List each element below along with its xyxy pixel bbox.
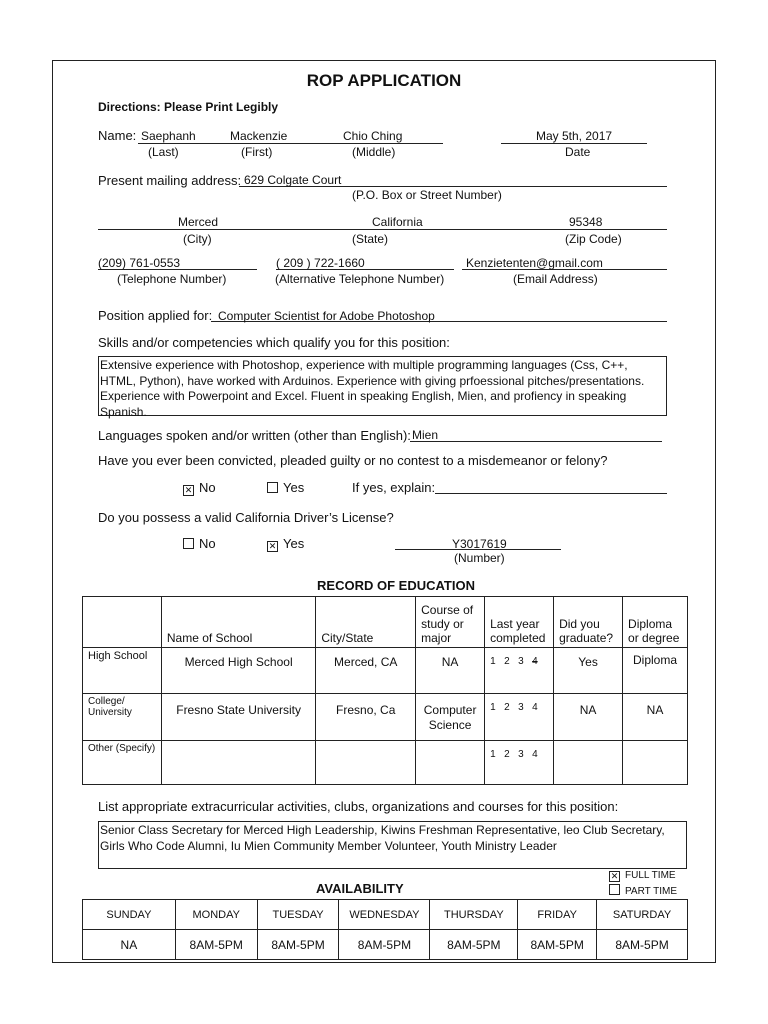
school-cell[interactable]: Merced High School [161, 648, 315, 694]
availability-table [82, 899, 688, 960]
languages-line [410, 441, 662, 442]
city-value[interactable]: Merced [178, 215, 219, 229]
full-time-checkbox[interactable]: ✕ [610, 871, 619, 881]
education-header-row [83, 597, 688, 648]
license-yes-label: Yes [283, 536, 305, 551]
conviction-question: Have you ever been convicted, pleaded guilty or no contest to a misdemeanor or felony? [98, 453, 608, 468]
middle-name-value[interactable]: Chio Ching [343, 129, 403, 143]
year-option[interactable]: 2 [504, 749, 510, 760]
header-degree: Diploma or degree [623, 597, 688, 648]
day-header: WEDNESDAY [339, 900, 430, 930]
skills-label: Skills and/or competencies which qualify you for this position: [98, 335, 450, 350]
explain-line[interactable] [435, 493, 667, 494]
year-cell[interactable] [485, 694, 554, 741]
hours-cell[interactable]: 8AM-5PM [430, 930, 518, 960]
first-label: (First) [241, 145, 273, 159]
education-title: RECORD OF EDUCATION [317, 578, 475, 593]
conviction-no-option[interactable] [183, 480, 216, 496]
position-label: Position applied for: [98, 308, 213, 323]
hours-cell[interactable]: 8AM-5PM [518, 930, 597, 960]
license-number-value[interactable]: Y3017619 [452, 537, 507, 551]
day-header: MONDAY [175, 900, 257, 930]
degree-cell[interactable]: Diploma [623, 648, 688, 694]
date-line [501, 143, 647, 144]
education-table [82, 596, 688, 785]
table-row [83, 694, 688, 741]
skills-text: Extensive experience with Photoshop, experience with multiple programming languages (Css, C++, HTML, Python), have worked with Arduinos. Experience with giving prfoessional pitches/presentations. Experience with Powerpoint and Excel. Fluent in speaking English, Mien, and profiency in speaking Spanish. [100, 358, 645, 419]
city-cell[interactable]: Fresno, Ca [316, 694, 416, 741]
state-label: (State) [352, 232, 389, 246]
languages-label: Languages spoken and/or written (other than English): [98, 428, 411, 443]
hours-cell[interactable]: NA [83, 930, 176, 960]
degree-cell[interactable] [623, 741, 688, 785]
street-label: (P.O. Box or Street Number) [352, 188, 502, 202]
form-title: ROP APPLICATION [306, 71, 462, 90]
header-last-year: Last year completed [485, 597, 554, 648]
address-label: Present mailing address: [98, 173, 242, 188]
day-header: TUESDAY [257, 900, 339, 930]
year-option[interactable]: 4 [532, 749, 538, 760]
license-yes-option[interactable] [267, 536, 304, 552]
major-cell[interactable]: NA [416, 648, 485, 694]
header-major: Course of study or major [416, 597, 485, 648]
conviction-yes-option[interactable] [267, 480, 304, 495]
conviction-no-label: No [199, 480, 216, 495]
year-option[interactable]: 2 [504, 702, 510, 713]
row-type: College/ University [83, 694, 162, 741]
city-cell[interactable] [316, 741, 416, 785]
email-label: (Email Address) [513, 272, 598, 286]
school-cell[interactable] [161, 741, 315, 785]
city-state-zip-line [98, 229, 667, 230]
day-header: SUNDAY [83, 900, 176, 930]
school-cell[interactable]: Fresno State University [161, 694, 315, 741]
extracurricular-text: Senior Class Secretary for Merced High Leadership, Kiwins Freshman Representative, leo Club Secretary, Girls Who Code Alumni, Iu Mien Community Member Volunteer, Youth Ministry Leader [100, 823, 665, 853]
alt-phone-label: (Alternative Telephone Number) [275, 272, 445, 286]
part-time-checkbox[interactable] [609, 884, 620, 895]
directions: Directions: Please Print Legibly [98, 100, 279, 114]
header-school: Name of School [161, 597, 315, 648]
availability-title: AVAILABILITY [316, 881, 404, 896]
last-label: (Last) [148, 145, 179, 159]
extracurricular-label: List appropriate extracurricular activities, clubs, organizations and courses for this position: [98, 799, 619, 814]
name-label: Name: [98, 128, 137, 143]
state-value[interactable]: California [372, 215, 423, 229]
day-header: SATURDAY [597, 900, 688, 930]
phone-value[interactable]: (209) 761-0553 [98, 256, 181, 270]
part-time-label: PART TIME [625, 886, 678, 897]
languages-value[interactable]: Mien [412, 428, 439, 442]
row-type: Other (Specify) [83, 741, 162, 785]
day-header: THURSDAY [430, 900, 518, 930]
last-name-value[interactable]: Saephanh [141, 129, 196, 143]
hours-cell[interactable]: 8AM-5PM [597, 930, 688, 960]
email-value[interactable]: Kenzietenten@gmail.com [466, 256, 603, 270]
conviction-yes-label: Yes [283, 480, 305, 495]
license-no-label: No [199, 536, 216, 551]
table-row [83, 648, 688, 694]
name-line [138, 143, 443, 144]
year-option[interactable]: 1 [490, 702, 496, 713]
license-number-label: (Number) [454, 551, 505, 565]
hours-row [83, 930, 688, 960]
full-time-option[interactable] [609, 870, 676, 882]
part-time-option[interactable] [609, 884, 677, 897]
header-graduate: Did you graduate? [554, 597, 623, 648]
zip-label: (Zip Code) [565, 232, 622, 246]
graduated-cell[interactable]: NA [554, 694, 623, 741]
phone-label: (Telephone Number) [117, 272, 227, 286]
graduated-cell[interactable]: Yes [554, 648, 623, 694]
first-name-value[interactable]: Mackenzie [230, 129, 288, 143]
hours-cell[interactable]: 8AM-5PM [257, 930, 339, 960]
graduated-cell[interactable] [554, 741, 623, 785]
year-option[interactable]: 3 [518, 749, 524, 760]
year-cell[interactable] [485, 648, 554, 694]
hours-cell[interactable]: 8AM-5PM [339, 930, 430, 960]
street-value[interactable]: 629 Colgate Court [244, 173, 342, 187]
date-label: Date [565, 145, 591, 159]
city-cell[interactable]: Merced, CA [316, 648, 416, 694]
conviction-yes-checkbox[interactable] [267, 482, 278, 493]
day-header: FRIDAY [518, 900, 597, 930]
year-option[interactable]: 3 [518, 702, 524, 713]
full-time-label: FULL TIME [625, 870, 676, 881]
table-row [83, 741, 688, 785]
alt-phone-value[interactable]: ( 209 ) 722-1660 [276, 256, 365, 270]
middle-label: (Middle) [352, 145, 396, 159]
explain-label: If yes, explain: [352, 480, 436, 495]
row-type: High School [83, 648, 162, 694]
major-cell[interactable]: Computer Science [416, 694, 485, 741]
license-no-checkbox[interactable] [183, 538, 194, 549]
city-label: (City) [183, 232, 212, 246]
days-row [83, 900, 688, 930]
hours-cell[interactable]: 8AM-5PM [175, 930, 257, 960]
major-cell[interactable] [416, 741, 485, 785]
position-value[interactable]: Computer Scientist for Adobe Photoshop [218, 309, 435, 323]
header-type [83, 597, 162, 648]
year-option[interactable]: 4 [532, 702, 538, 713]
year-option[interactable]: 4 [532, 656, 538, 667]
year-option[interactable]: 1 [490, 656, 496, 667]
license-yes-checkbox[interactable]: ✕ [268, 541, 277, 551]
year-cell[interactable] [485, 741, 554, 785]
year-option[interactable]: 2 [504, 656, 510, 667]
license-question: Do you possess a valid California Driver’s License? [98, 510, 394, 525]
date-value[interactable]: May 5th, 2017 [536, 129, 613, 143]
year-option[interactable]: 1 [490, 749, 496, 760]
license-no-option[interactable] [183, 536, 216, 551]
degree-cell[interactable]: NA [623, 694, 688, 741]
year-option[interactable]: 3 [518, 656, 524, 667]
zip-value[interactable]: 95348 [569, 215, 603, 229]
header-city-state: City/State [316, 597, 416, 648]
conviction-no-checkbox[interactable]: ✕ [184, 485, 193, 495]
